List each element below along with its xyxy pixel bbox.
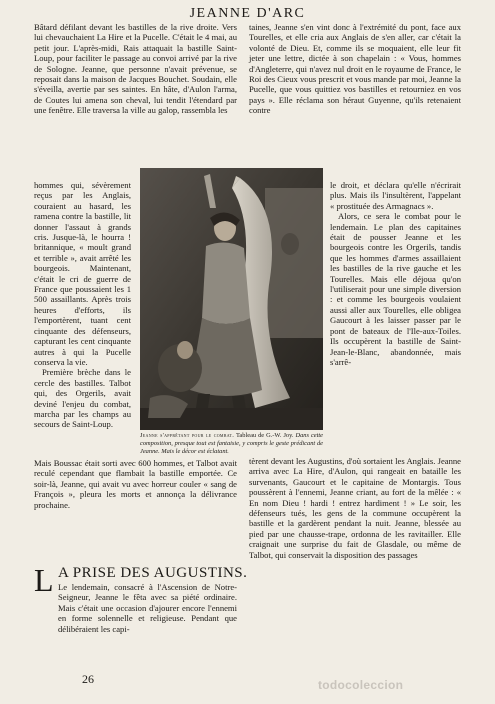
caption-lead: Jeanne s'apprêtant pour le combat.	[140, 432, 235, 439]
paragraph: Bâtard défilant devant les bastilles de la rive droite. Vers lui chevauchaient La Hire et la Pucelle. C'était le 4 mai, au petit jour. L'après-midi, Rais attaquait la bastille Saint-Loup, pour faciliter le passage au convoi arrivé par la rive de Sologne. Jeanne, que personne n'avait prévenue, se reposait dans la maison de Jacques Bouchet. Soudain, elle s'éveilla, avertie par ses saintes. En hâte, d'Aulon l'arma, de Coutes lui amena son cheval, lui tendit l'étendard par une fenêtre. Elle traversa la ville au galop, rassembla les	[34, 22, 237, 116]
right-column-bottom	[249, 456, 461, 560]
paragraph: le droit, et déclara qu'elle n'écrirait plus. Mais ils l'insultèrent, l'appelant « prostituée des Armagnacs ».	[330, 180, 461, 211]
left-column-narrow	[34, 180, 131, 430]
paragraph: Alors, ce sera le combat pour le lendemain. Le plan des capitaines était de pousser Jeanne et les bourgeois contre les Orgerils, tandis que les hommes d'armes assaillaient les bastilles de la rive gauche et les Tourelles. Mais elle déjoua qu'on l'utiliserait pour une simple diversion : et comme les bourgeois voulaient aussi aller aux Tourelles, elle obligea Gaucourt à les laisser passer par le pont de bateaux de l'Ile-aux-Toiles. Ils occupèrent la bastille de Saint-Jean-le-Blanc, abandonnée, mais s'arrê-	[330, 211, 461, 367]
drop-cap: L	[34, 562, 54, 598]
paragraph: Le lendemain, consacré à l'Ascension de Notre-Seigneur, Jeanne le fêta avec sa piété ordinaire. Mais c'était une occasion d'ajourer encore l'ennemi en forme solennelle et religieuse. Pendant que délibéraient les capi-	[58, 582, 237, 634]
paragraph: taines, Jeanne s'en vint donc à l'extrémité du pont, face aux Tourelles, et elle cria aux Anglais de s'en aller, car c'était la volonté de Dieu. Et, comme ils se moquaient, elle leur fit jeter une lettre, dictée à son chapelain : « Vous, hommes d'Angleterre, qui n'avez nul droit en le royaume de France, le Roi des Cieux vous prescrit et vous mande par moi, Jeanne la Pucelle, que vous quittiez vos bastilles et retourniez en vos pays ». Elle réclama son héraut Guyenne, qu'ils retenaient contre	[249, 22, 461, 116]
paragraph: Première brèche dans le cercle des bastilles. Talbot qui, des Orgerils, avait deviné l'enjeu du combat, marcha par les champs au secours de Saint-Loup.	[34, 367, 131, 430]
right-column-narrow	[330, 180, 461, 367]
paragraph: tèrent devant les Augustins, d'où sortaient les Anglais. Jeanne arriva avec La Hire, d'Aulon, qui rangeait en bataille les survenants, Gaucourt et le capitaine de Montargis. Tous poussèrent à l'ennemi, Jeanne criant, au fort de la mêlée : « En nom Dieu ! hardi ! entrez hardiment ! » Le soir, les défenseurs tués, les gens de la commune occupèrent la bastille et la gardèrent pendant la nuit. Jeanne, blessée au pied par une chausse-trape, ordonna de les ravitailler. Elle craignait une surprise du fait de Glasdale, ou même de Talbot, qui conservait la disposition des passages	[249, 456, 461, 560]
painting-illustration	[140, 168, 323, 430]
page-title: JEANNE D'ARC	[189, 6, 306, 21]
caption-note: Dans cette composition, presque tout est fantaisie, y compris le geste prédicant de Jeanne. Mais le décor est éclatant.	[140, 432, 324, 455]
painting-image	[140, 168, 323, 430]
watermark: todocoleccion	[318, 678, 404, 692]
page-number: 26	[82, 672, 94, 686]
left-column-top	[34, 22, 237, 116]
paragraph: Mais Boussac était sorti avec 600 hommes, et Talbot avait reculé cependant que flambait la bastille emportée. Ce soir-là, Jeanne, qui avait vu avec horreur couler « sang de François », pleura les morts et annonça la délivrance prochaine.	[34, 458, 237, 510]
caption-credit: Tableau de G.-W. Joy.	[234, 432, 296, 439]
paragraph: hommes qui, sévèrement reçus par les Anglais, couraient au hasard, les ramena contre la bastille, lit donner l'assaut à grands cris. Jusque-là, le hourra ! britannique, « moult grand et terrible », avait arrêté les bourgeois. Maintenant, c'était le cri de guerre de France que poussaient les 1 500 assaillants. Après trois heures d'efforts, ils l'emportèrent, tuant cent cinquante des défenseurs, capturant les cent cinquante autres à qui la Pucelle conserva la vie.	[34, 180, 131, 367]
section-body	[58, 582, 237, 634]
figure-caption	[140, 432, 323, 456]
section-heading: A PRISE DES AUGUSTINS.	[58, 565, 248, 581]
right-column-top	[249, 22, 461, 116]
left-column-middle	[34, 458, 237, 510]
